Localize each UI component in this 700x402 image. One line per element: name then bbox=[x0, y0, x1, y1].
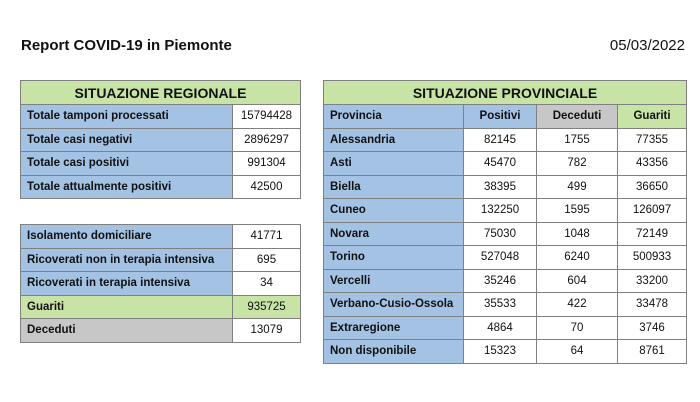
row-label: Totale tamponi processati bbox=[21, 105, 233, 129]
table-row bbox=[21, 225, 301, 249]
guariti-value: 36650 bbox=[618, 175, 687, 199]
column-header-deceduti: Deceduti bbox=[537, 105, 618, 129]
positivi-value: 15323 bbox=[464, 340, 537, 364]
row-value: 2896297 bbox=[233, 128, 301, 152]
deceduti-value: 422 bbox=[537, 293, 618, 317]
deceduti-value: 1595 bbox=[537, 199, 618, 223]
guariti-value: 33478 bbox=[618, 293, 687, 317]
guariti-value: 43356 bbox=[618, 152, 687, 176]
province-name: Novara bbox=[324, 222, 464, 246]
positivi-value: 4864 bbox=[464, 316, 537, 340]
table-row bbox=[324, 246, 687, 270]
province-name: Cuneo bbox=[324, 199, 464, 223]
table-row bbox=[324, 316, 687, 340]
deceduti-value: 64 bbox=[537, 340, 618, 364]
row-value: 15794428 bbox=[233, 105, 301, 129]
table-row bbox=[21, 319, 301, 343]
province-name: Vercelli bbox=[324, 269, 464, 293]
table-row bbox=[21, 295, 301, 319]
row-label: Totale attualmente positivi bbox=[21, 175, 233, 199]
positivi-value: 527048 bbox=[464, 246, 537, 270]
row-value: 13079 bbox=[233, 319, 301, 343]
row-label: Ricoverati non in terapia intensiva bbox=[21, 248, 233, 272]
row-label: Ricoverati in terapia intensiva bbox=[21, 272, 233, 296]
province-name: Torino bbox=[324, 246, 464, 270]
guariti-value: 126097 bbox=[618, 199, 687, 223]
guariti-value: 72149 bbox=[618, 222, 687, 246]
row-value: 42500 bbox=[233, 175, 301, 199]
table-row bbox=[324, 128, 687, 152]
regional-detail-table bbox=[20, 224, 301, 343]
table-row bbox=[21, 105, 301, 129]
regional-summary-table bbox=[20, 80, 301, 199]
positivi-value: 82145 bbox=[464, 128, 537, 152]
table-row bbox=[324, 175, 687, 199]
table-row bbox=[21, 152, 301, 176]
guariti-value: 77355 bbox=[618, 128, 687, 152]
positivi-value: 75030 bbox=[464, 222, 537, 246]
row-value: 41771 bbox=[233, 225, 301, 249]
positivi-value: 35246 bbox=[464, 269, 537, 293]
deceduti-value: 604 bbox=[537, 269, 618, 293]
table-row bbox=[324, 222, 687, 246]
deceduti-value: 1755 bbox=[537, 128, 618, 152]
row-value: 935725 bbox=[233, 295, 301, 319]
positivi-value: 38395 bbox=[464, 175, 537, 199]
regional-table-title: SITUAZIONE REGIONALE bbox=[21, 81, 301, 105]
table-row bbox=[324, 269, 687, 293]
table-row bbox=[324, 199, 687, 223]
province-name: Non disponibile bbox=[324, 340, 464, 364]
row-label: Totale casi negativi bbox=[21, 128, 233, 152]
row-value: 991304 bbox=[233, 152, 301, 176]
provincial-table-title: SITUAZIONE PROVINCIALE bbox=[324, 81, 687, 105]
province-name: Asti bbox=[324, 152, 464, 176]
column-header-guariti: Guariti bbox=[618, 105, 687, 129]
deceduti-value: 70 bbox=[537, 316, 618, 340]
table-row bbox=[21, 175, 301, 199]
province-name: Biella bbox=[324, 175, 464, 199]
guariti-value: 8761 bbox=[618, 340, 687, 364]
row-label: Guariti bbox=[21, 295, 233, 319]
province-name: Alessandria bbox=[324, 128, 464, 152]
row-value: 695 bbox=[233, 248, 301, 272]
deceduti-value: 1048 bbox=[537, 222, 618, 246]
table-row bbox=[324, 293, 687, 317]
row-label: Deceduti bbox=[21, 319, 233, 343]
row-value: 34 bbox=[233, 272, 301, 296]
report-title: Report COVID-19 in Piemonte bbox=[21, 37, 232, 54]
provincial-table bbox=[323, 80, 687, 364]
table-row bbox=[324, 152, 687, 176]
guariti-value: 500933 bbox=[618, 246, 687, 270]
table-row bbox=[21, 248, 301, 272]
row-label: Isolamento domiciliare bbox=[21, 225, 233, 249]
deceduti-value: 499 bbox=[537, 175, 618, 199]
column-header-positivi: Positivi bbox=[464, 105, 537, 129]
positivi-value: 132250 bbox=[464, 199, 537, 223]
table-header-row bbox=[324, 105, 687, 129]
guariti-value: 3746 bbox=[618, 316, 687, 340]
report-date: 05/03/2022 bbox=[609, 37, 685, 54]
row-label: Totale casi positivi bbox=[21, 152, 233, 176]
table-row bbox=[21, 272, 301, 296]
guariti-value: 33200 bbox=[618, 269, 687, 293]
table-row bbox=[21, 128, 301, 152]
deceduti-value: 782 bbox=[537, 152, 618, 176]
column-header-provincia: Provincia bbox=[324, 105, 464, 129]
positivi-value: 35533 bbox=[464, 293, 537, 317]
province-name: Extraregione bbox=[324, 316, 464, 340]
table-row bbox=[324, 340, 687, 364]
province-name: Verbano-Cusio-Ossola bbox=[324, 293, 464, 317]
deceduti-value: 6240 bbox=[537, 246, 618, 270]
positivi-value: 45470 bbox=[464, 152, 537, 176]
